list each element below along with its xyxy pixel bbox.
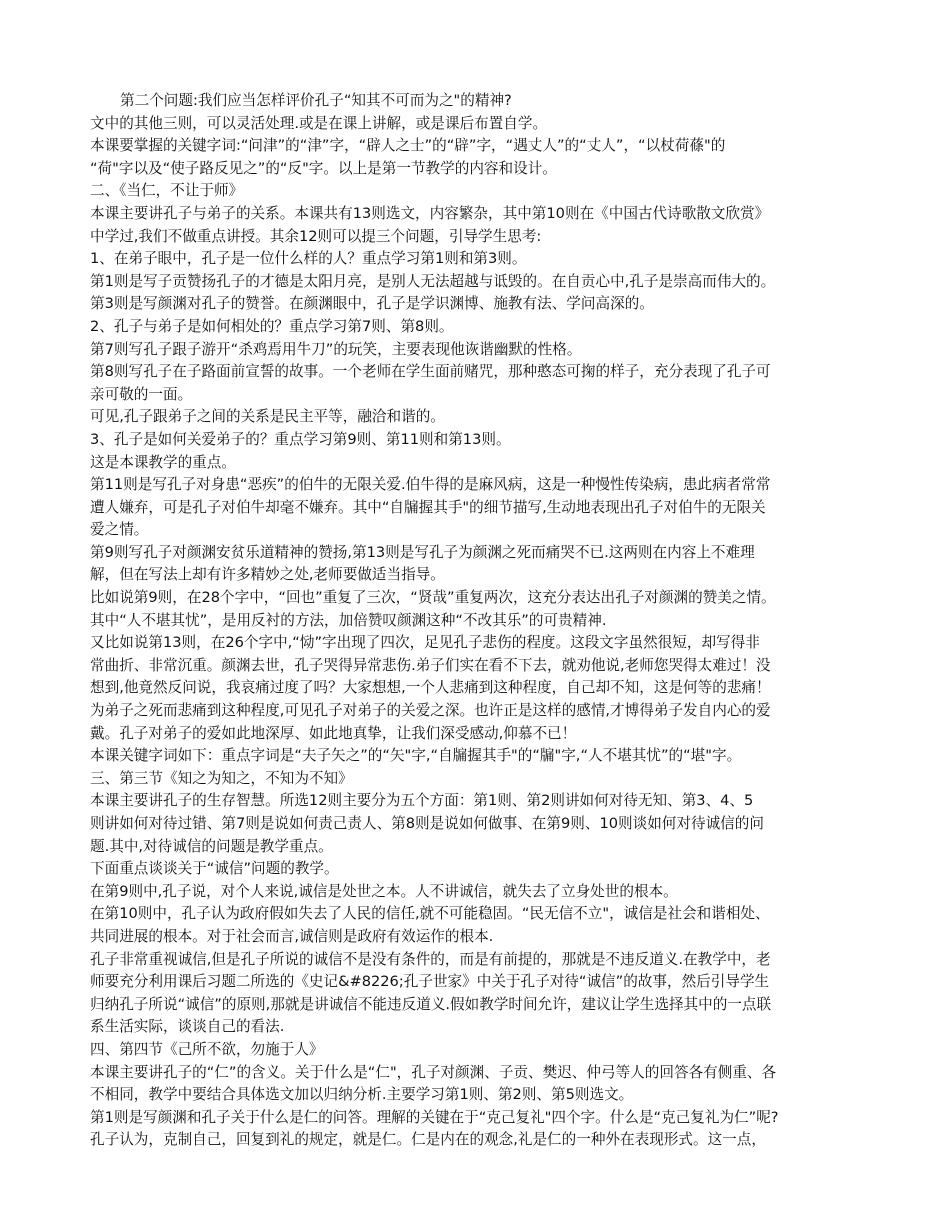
paragraph-line: 系生活实际，谈谈自己的看法. (90, 1018, 285, 1036)
paragraph-line: 题.其中,对待诚信的问题是教学重点。 (90, 837, 333, 855)
document-page (90, 90, 870, 1152)
paragraph-line: 本课主要讲孔子与弟子的关系。本课共有13则选文，内容繁杂，其中第10则在《中国古代诗歌散文欣赏》 (90, 204, 770, 222)
section-heading: 二、《当仁，不让于师》 (90, 182, 244, 200)
paragraph-line: 3、孔子是如何关爱弟子的？重点学习第9则、第11则和第13则。 (90, 430, 511, 448)
paragraph-line: 本课要掌握的关键字词:“问津”的“津”字，“辟人之士”的“辟”字，“遇丈人”的“丈人”，“以杖荷蓧"的 (90, 137, 726, 155)
paragraph-line: 在第10则中，孔子认为政府假如失去了人民的信任,就不可能稳固。“民无信不立"，诚信是社会和谐相处、 (90, 905, 770, 923)
paragraph-line: 孔子非常重视诚信,但是孔子所说的诚信不是没有条件的，而是有前提的，那就是不违反道义.在教学中，老 (90, 950, 771, 968)
section-heading: 四、第四节《己所不欲，勿施于人》 (90, 1040, 324, 1058)
paragraph-line: 孔子认为，克制自己，回复到礼的规定，就是仁。仁是内在的观念,礼是仁的一种外在表现形式。这一点， (90, 1131, 766, 1149)
paragraph-line: 爱之情。 (90, 521, 149, 539)
paragraph-line: 本课主要讲孔子的“仁”的含义。关于什么是“仁"，孔子对颜渊、子贡、樊迟、仲弓等人的回答各有侧重、各 (90, 1063, 777, 1081)
paragraph-line: 则讲如何对待过错、第7则是说如何责己责人、第8则是说如何做事、在第9则、10则谈如何对待诚信的问 (90, 815, 764, 832)
paragraph-line: 第7则写孔子跟子游开“杀鸡焉用牛刀”的玩笑，主要表现他诙谐幽默的性格。 (90, 340, 582, 358)
paragraph-line: 归纳孔子所说“诚信”的原则,那就是讲诚信不能违反道义.假如教学时间允许，建议让学生选择其中的一点联 (90, 995, 772, 1013)
paragraph-line: 解，但在写法上却有许多精妙之处,老师要做适当指导。 (90, 566, 445, 584)
paragraph-line: 2、孔子与弟子是如何相处的？重点学习第7则、第8则。 (90, 317, 454, 335)
paragraph-line: 第1则是写颜渊和孔子关于什么是仁的问答。理解的关键在于“克己复礼"四个字。什么是“克己复礼为仁”呢? (90, 1108, 779, 1126)
paragraph-line: 想到,他竟然反问说，我哀痛过度了吗？大家想想,一个人悲痛到这种程度，自己却不知，这是何等的悲痛！ (90, 679, 771, 697)
paragraph-line: 第8则写孔子在子路面前宣誓的故事。一个老师在学生面前赌咒，那种憨态可掬的样子，充分表现了孔子可 (90, 363, 771, 381)
paragraph-line: 比如说第9则，在28个字中，“回也”重复了三次，“贤哉”重复两次，这充分表达出孔子对颜渊的赞美之情。 (90, 589, 776, 607)
paragraph-line: 第1则是写子贡赞扬孔子的才德是太阳月亮，是别人无法超越与诋毁的。在自贡心中,孔子是崇高而伟大的。 (90, 272, 776, 290)
paragraph-line: 本课关键字词如下：重点字词是“夫子矢之”的“矢"字,“自牖握其手"的“牖"字,“人不堪其忧”的“堪"字。 (90, 747, 742, 765)
section-heading: 三、第三节《知之为知之，不知为不知》 (90, 769, 353, 787)
paragraph-line: 戴。孔子对弟子的爱如此地深厚、如此地真挚，让我们深受感动,仰慕不已！ (90, 724, 577, 742)
paragraph-line: 遭人嫌弃，可是孔子对伯牛却毫不嫌弃。其中“自牖握其手"的细节描写,生动地表现出孔子对伯牛的无限关 (90, 498, 766, 516)
paragraph-line: 文中的其他三则，可以灵活处理.或是在课上讲解，或是课后布置自学。 (90, 114, 548, 132)
paragraph-line: “荷"字以及“使子路反见之”的“反"字。以上是第一节教学的内容和设计。 (90, 159, 557, 177)
paragraph-line: 中学过,我们不做重点讲授。其余12则可以提三个问题，引导学生思考: (90, 227, 542, 245)
paragraph-line: 这是本课教学的重点。 (90, 453, 236, 471)
paragraph-line: 常曲折、非常沉重。颜渊去世，孔子哭得异常悲伤.弟子们实在看不下去，就劝他说,老师您哭得太难过！没 (90, 656, 771, 674)
paragraph-line: 下面重点谈谈关于“诚信”问题的教学。 (90, 860, 339, 878)
paragraph-line: 本课主要讲孔子的生存智慧。所选12则主要分为五个方面：第1则、第2则讲如何对待无知、第3、4、5 (90, 792, 754, 810)
paragraph-line: 又比如说第13则，在26个字中,“恸”字出现了四次，足见孔子悲伤的程度。这段文字虽然很短，却写得非 (90, 634, 760, 652)
paragraph-line: 第3则是写颜渊对孔子的赞誉。在颜渊眼中，孔子是学识渊博、施教有法、学问高深的。 (90, 295, 654, 313)
paragraph-line: 1、在弟子眼中，孔子是一位什么样的人？重点学习第1则和第3则。 (90, 250, 527, 268)
paragraph-line: 共同进展的根本。对于社会而言,诚信则是政府有效运作的根本. (90, 927, 494, 945)
paragraph-line: 师要充分利用课后习题二所选的《史记&#8226;孔子世家》中关于孔子对待“诚信”的故事，然后引导学生 (90, 973, 770, 991)
paragraph-line: 不相同，教学中要结合具体选文加以归纳分析.主要学习第1则、第2则、第5则选文。 (90, 1086, 634, 1104)
paragraph-line: 第9则写孔子对颜渊安贫乐道精神的赞扬,第13则是写孔子为颜渊之死而痛哭不已.这两则在内容上不难理 (90, 543, 755, 561)
paragraph-line: 为弟子之死而悲痛到这种程度,可见孔子对弟子的关爱之深。也许正是这样的感情,才博得弟子发自内心的爱 (90, 702, 771, 720)
paragraph-line: 在第9则中,孔子说，对个人来说,诚信是处世之本。人不讲诚信，就失去了立身处世的根本。 (90, 882, 678, 900)
paragraph-line: 亲可敬的一面。 (90, 385, 193, 403)
paragraph-line: 可见,孔子跟弟子之间的关系是民主平等，融洽和谐的。 (90, 408, 445, 426)
paragraph-line: 第11则是写孔子对身患“恶疾”的伯牛的无限关爱.伯牛得的是麻风病，这是一种慢性传染病，患此病者常常 (90, 476, 771, 494)
paragraph-line: 其中“人不堪其忧”，是用反衬的方法，加倍赞叹颜渊这种“不改其乐”的可贵精神. (90, 611, 607, 629)
paragraph-line: 第二个问题:我们应当怎样评价孔子“知其不可而为之"的精神? (120, 92, 512, 109)
